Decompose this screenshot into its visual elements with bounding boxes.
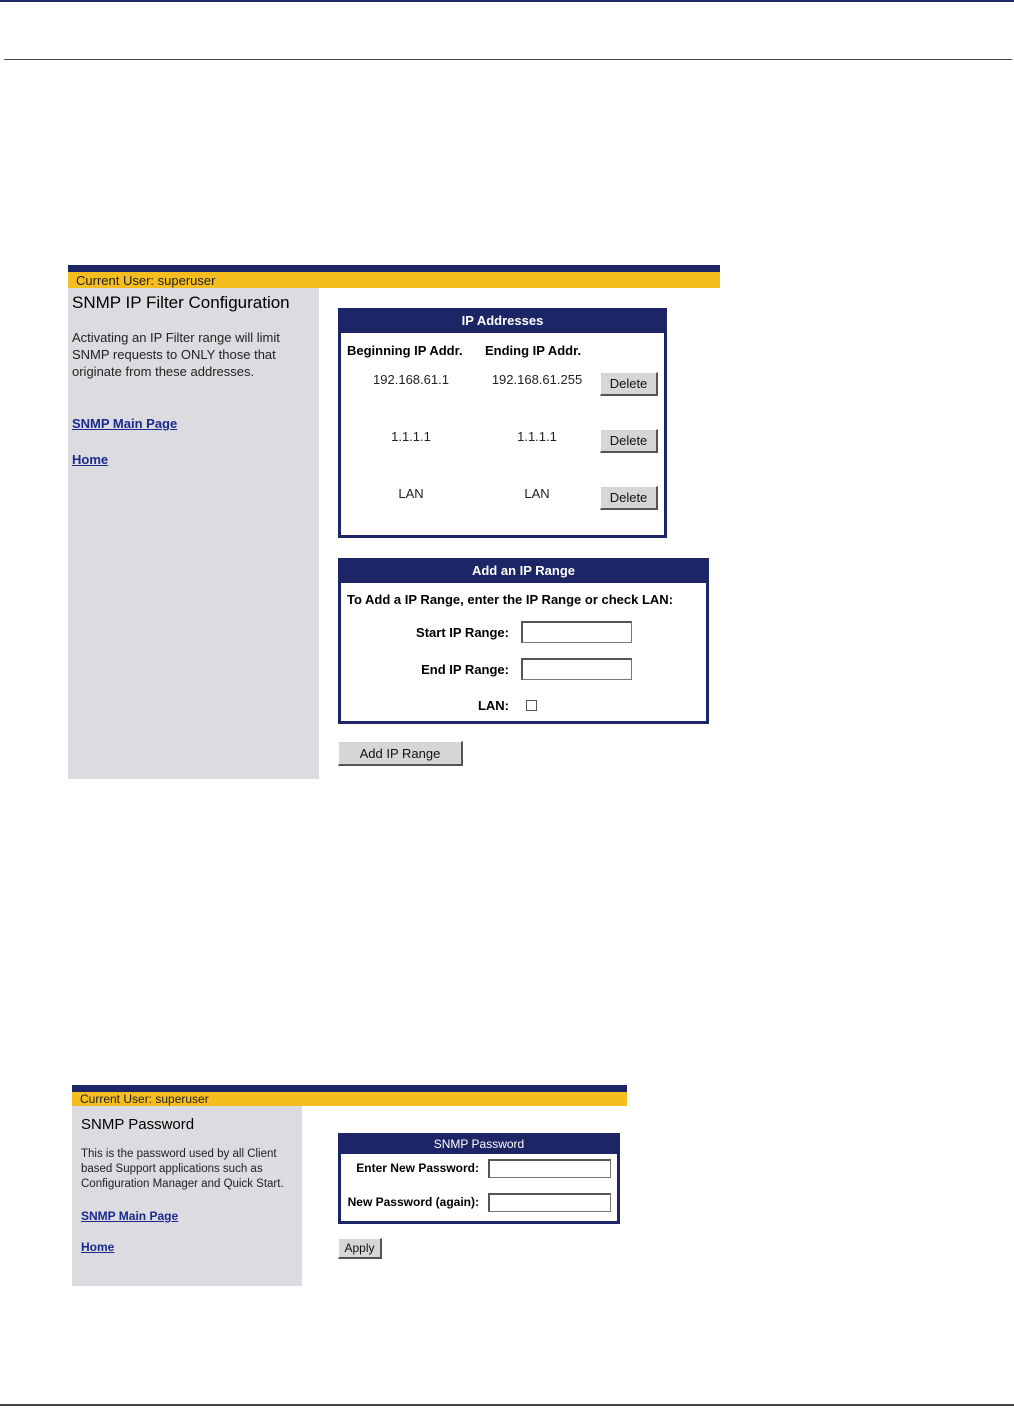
row-2-delete-button[interactable]: Delete bbox=[600, 429, 658, 453]
snmp-password-box bbox=[338, 1133, 620, 1224]
snmp-main-page-link[interactable]: SNMP Main Page bbox=[72, 416, 178, 431]
top-navy-bar bbox=[68, 265, 720, 272]
ending-ip-column-header: Ending IP Addr. bbox=[485, 343, 582, 358]
start-ip-range-input[interactable] bbox=[521, 621, 632, 643]
ip-addresses-header: IP Addresses bbox=[341, 311, 664, 333]
page-title: SNMP IP Filter Configuration bbox=[72, 293, 290, 312]
row-3-delete-button[interactable]: Delete bbox=[600, 486, 658, 510]
top-navy-bar bbox=[72, 1085, 627, 1092]
row-2-ending-ip: 1.1.1.1 bbox=[517, 429, 557, 444]
snmp-password-screenshot bbox=[72, 1085, 627, 1286]
document-header-divider bbox=[4, 59, 1012, 60]
new-password-input[interactable] bbox=[488, 1159, 611, 1178]
row-3-ending-ip: LAN bbox=[524, 486, 550, 501]
snmp-password-header: SNMP Password bbox=[341, 1136, 617, 1154]
add-ip-range-button[interactable]: Add IP Range bbox=[338, 741, 463, 766]
end-ip-range-input[interactable] bbox=[521, 658, 632, 680]
new-password-again-input[interactable] bbox=[488, 1193, 611, 1212]
ip-filter-screenshot bbox=[68, 265, 720, 779]
new-password-again-label: New Password (again): bbox=[347, 1195, 479, 1209]
lan-checkbox[interactable] bbox=[526, 700, 537, 711]
current-user-text: Current User: superuser bbox=[76, 273, 216, 288]
current-user-text: Current User: superuser bbox=[80, 1092, 209, 1106]
row-2-beginning-ip: 1.1.1.1 bbox=[391, 429, 431, 444]
row-1-beginning-ip: 192.168.61.1 bbox=[373, 372, 449, 387]
row-1-delete-button[interactable]: Delete bbox=[600, 372, 658, 396]
lan-label: LAN: bbox=[477, 698, 509, 713]
page-title: SNMP Password bbox=[81, 1116, 195, 1133]
ip-addresses-box bbox=[338, 308, 667, 538]
page-description: Activating an IP Filter range will limit SNMP requests to ONLY those that originate from these addresses. bbox=[72, 330, 280, 379]
current-user-bar bbox=[72, 1092, 627, 1106]
add-ip-range-header: Add an IP Range bbox=[341, 561, 706, 583]
end-ip-range-label: End IP Range: bbox=[421, 662, 509, 677]
new-password-label: Enter New Password: bbox=[356, 1161, 479, 1175]
current-user-bar bbox=[68, 272, 720, 288]
document-footer-rule bbox=[0, 1404, 1014, 1406]
left-panel bbox=[68, 288, 319, 779]
add-ip-range-box bbox=[338, 558, 709, 724]
home-link[interactable]: Home bbox=[81, 1240, 115, 1254]
page-description: This is the password used by all Client based Support applications such as Configuration Manager and Quick Start. bbox=[81, 1148, 284, 1190]
document-header-rule bbox=[0, 0, 1014, 2]
row-3-beginning-ip: LAN bbox=[398, 486, 424, 501]
row-1-ending-ip: 192.168.61.255 bbox=[491, 372, 583, 387]
home-link[interactable]: Home bbox=[72, 452, 109, 467]
add-range-instruction: To Add a IP Range, enter the IP Range or check LAN: bbox=[347, 592, 674, 607]
beginning-ip-column-header: Beginning IP Addr. bbox=[347, 343, 463, 358]
left-panel bbox=[72, 1106, 302, 1286]
start-ip-range-label: Start IP Range: bbox=[416, 625, 509, 640]
apply-button[interactable]: Apply bbox=[338, 1238, 382, 1259]
snmp-main-page-link[interactable]: SNMP Main Page bbox=[81, 1209, 179, 1223]
